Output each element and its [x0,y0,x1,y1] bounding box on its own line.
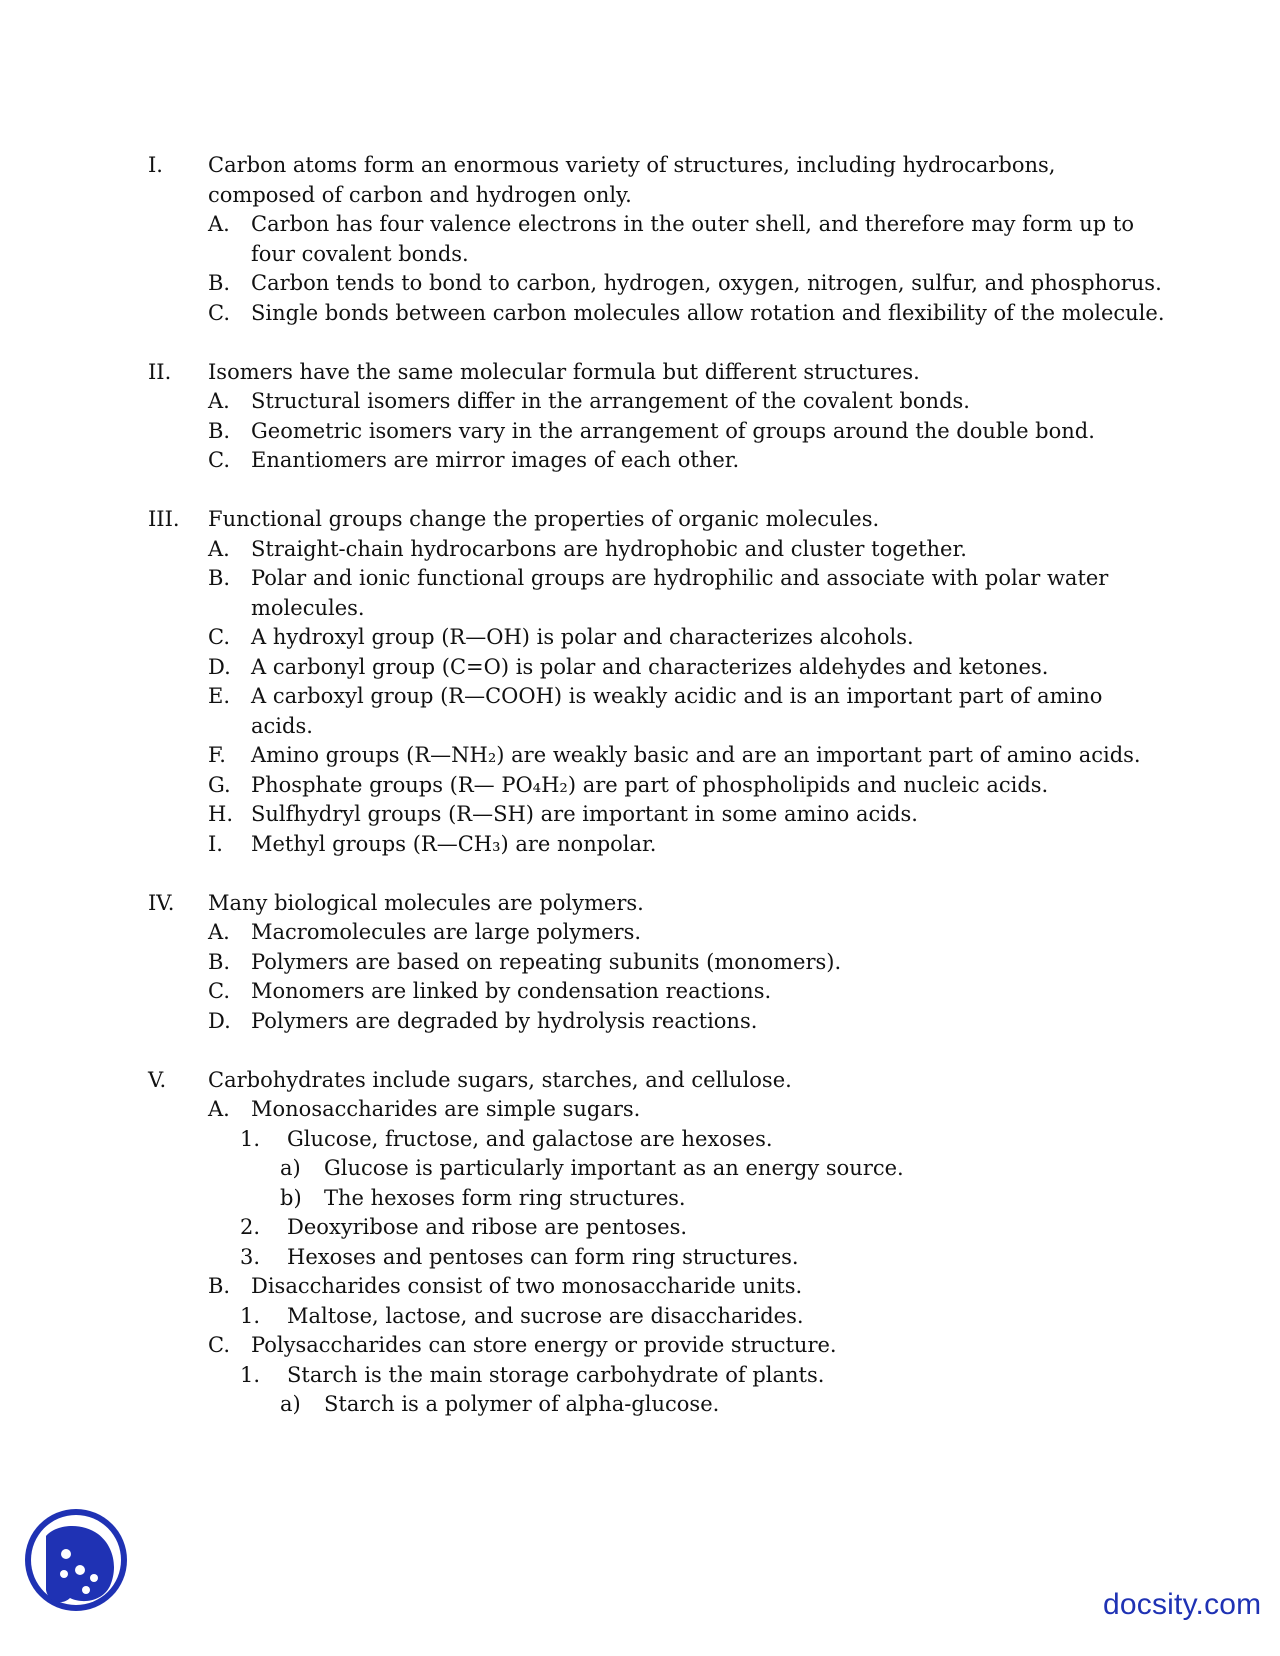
brand-link[interactable]: docsity.com [1103,1588,1262,1621]
list-label: A. [208,389,230,413]
list-label: IV. [148,890,175,915]
list-text: Carbohydrates include sugars, starches, and cellulose. [208,1067,792,1092]
list-label: C. [208,625,230,649]
list-label: B. [208,271,231,295]
list-label: a) [280,1392,301,1416]
list-label: B. [208,418,231,443]
list-text: Enantiomers are mirror images of each other. [251,448,740,472]
list-text: A hydroxyl group (R—OH) is polar and characterizes alcohols. [251,625,914,649]
list-label: 2. [240,1215,261,1239]
docsity-logo-svg [22,1506,130,1614]
list-text: A carbonyl group (C=O) is polar and characterizes aldehydes and ketones. [251,654,1049,679]
list-label: 3. [240,1244,261,1269]
list-text: Sulfhydryl groups (R—SH) are important in some amino acids. [251,802,918,826]
list-label: b) [280,1185,302,1210]
list-label: I. [148,153,163,177]
list-text: composed of carbon and hydrogen only. [208,182,632,207]
list-label: C. [208,300,230,325]
list-text: Maltose, lactose, and sucrose are disaccharides. [287,1303,804,1328]
list-label: D. [208,1008,231,1033]
list-text: Carbon has four valence electrons in the outer shell, and therefore may form up to [251,212,1134,236]
list-label: E. [208,684,231,708]
list-text: Polymers are based on repeating subunits (monomers). [251,949,842,974]
list-text: molecules. [251,595,365,620]
list-label: C. [208,448,230,472]
list-text: Many biological molecules are polymers. [208,890,644,915]
list-label: C. [208,979,230,1003]
list-label: F. [208,743,226,767]
list-label: A. [208,920,230,944]
list-text: Single bonds between carbon molecules allow rotation and flexibility of the molecule. [251,300,1165,325]
list-text: Polysaccharides can store energy or provide structure. [251,1333,837,1357]
list-text: Monosaccharides are simple sugars. [251,1097,641,1121]
list-text: Isomers have the same molecular formula but different structures. [208,359,920,384]
docsity-logo-icon[interactable] [22,1506,130,1614]
list-text: Polymers are degraded by hydrolysis reactions. [251,1008,758,1033]
list-label: A. [208,212,230,236]
list-text: Straight-chain hydrocarbons are hydrophobic and cluster together. [251,536,967,561]
list-text: Geometric isomers vary in the arrangement of groups around the double bond. [251,418,1095,443]
list-label: II. [148,359,172,384]
list-text: Polar and ionic functional groups are hydrophilic and associate with polar water [251,566,1109,590]
list-label: 1. [240,1126,261,1151]
list-label: A. [208,1097,230,1121]
list-label: 1. [240,1303,261,1328]
list-label: C. [208,1333,230,1357]
list-text: Deoxyribose and ribose are pentoses. [287,1215,688,1239]
list-text: Disaccharides consist of two monosaccharide units. [251,1274,803,1298]
list-text: Structural isomers differ in the arrangement of the covalent bonds. [251,389,970,413]
list-text: Monomers are linked by condensation reactions. [251,979,772,1003]
list-label: B. [208,1274,231,1298]
list-label: 1. [240,1362,261,1387]
list-label: I. [208,831,223,856]
list-label: D. [208,654,231,679]
list-text: Starch is the main storage carbohydrate of plants. [287,1362,825,1387]
list-label: a) [280,1156,301,1180]
list-label: A. [208,536,230,561]
list-text: Phosphate groups (R— PO₄H₂) are part of phospholipids and nucleic acids. [251,772,1049,797]
list-text: four covalent bonds. [251,241,469,266]
list-text: Starch is a polymer of alpha-glucose. [324,1392,720,1416]
list-text: Functional groups change the properties of organic molecules. [208,507,880,531]
list-label: III. [148,507,180,531]
list-text: Macromolecules are large polymers. [251,920,642,944]
list-label: B. [208,566,231,590]
list-text: Methyl groups (R—CH₃) are nonpolar. [251,831,657,856]
list-text: Carbon atoms form an enormous variety of structures, including hydrocarbons, [208,153,1056,177]
list-text: Hexoses and pentoses can form ring structures. [287,1244,799,1269]
list-text: Glucose, fructose, and galactose are hexoses. [287,1126,773,1151]
list-label: V. [148,1067,167,1092]
list-text: acids. [251,713,313,738]
list-label: B. [208,949,231,974]
list-text: Carbon tends to bond to carbon, hydrogen, oxygen, nitrogen, sulfur, and phosphorus. [251,271,1162,295]
list-text: A carboxyl group (R—COOH) is weakly acidic and is an important part of amino [251,684,1103,708]
list-label: G. [208,772,231,797]
list-label: H. [208,802,233,826]
list-text: The hexoses form ring structures. [324,1185,686,1210]
list-text: Glucose is particularly important as an energy source. [324,1156,904,1180]
list-text: Amino groups (R—NH₂) are weakly basic and are an important part of amino acids. [251,743,1141,767]
